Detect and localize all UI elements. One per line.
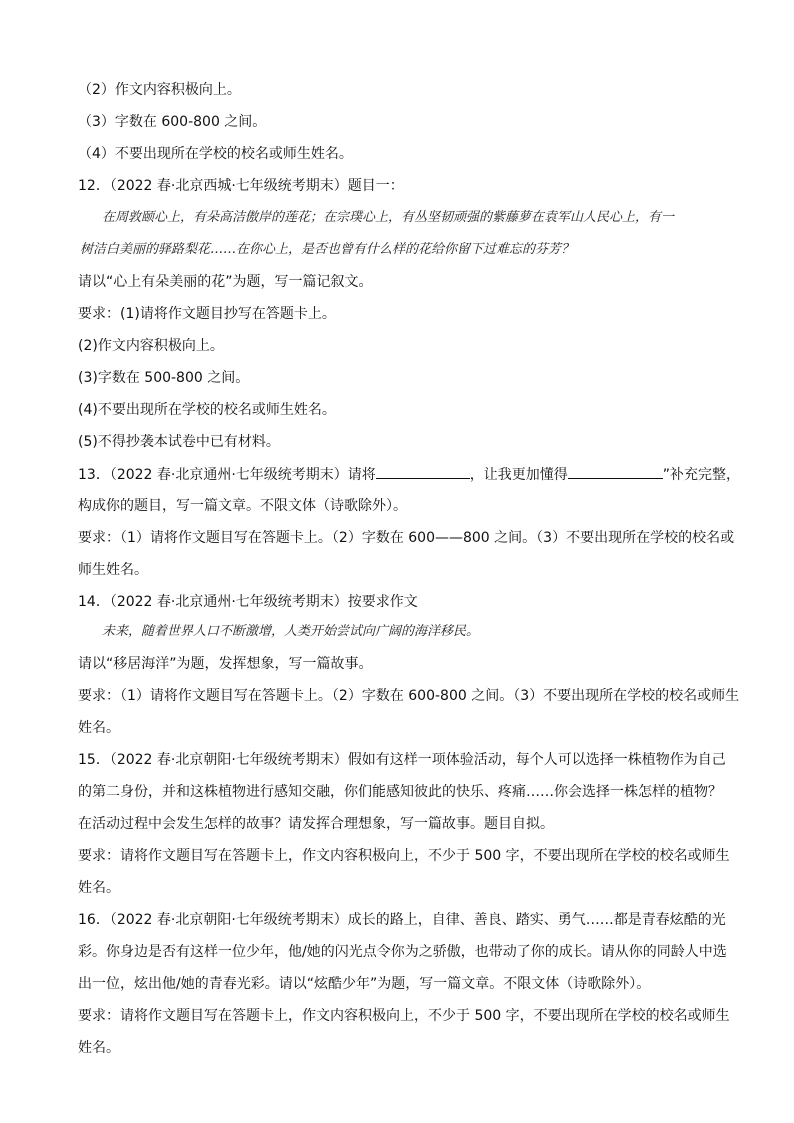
- question-12-material-line: 在周敦颐心上，有朵高洁傲岸的莲花；在宗璞心上，有丛坚韧顽强的紫藤萝在袁军山人民心上，有一: [102, 210, 675, 225]
- question-14-requirement: 要求：（1）请将作文题目写在答题卡上。（2）字数在 600-800 之间。（3）不要出现所在学校的校名或师生: [78, 688, 740, 704]
- question-13-requirement: 要求：（1）请将作文题目写在答题卡上。（2）字数在 600——800 之间。（3）不要出现所在学校的校名或: [78, 530, 735, 546]
- question-14-requirement: 姓名。: [78, 720, 120, 736]
- requirement-3: （3）字数在 600-800 之间。: [78, 114, 267, 130]
- requirement-2: （2）作文内容积极向上。: [78, 82, 241, 98]
- fill-blank-2: [568, 464, 663, 479]
- question-12-material-line: 树洁白美丽的驿路梨花……在你心上，是否也曾有什么样的花给你留下过难忘的芬芳？: [80, 242, 575, 257]
- question-16-text: 出一位，炫出他/她的青春光彩。请以“炫酷少年”为题，写一篇文章。不限文体（诗歌除外）。: [78, 976, 651, 992]
- question-12-requirement: (2)作文内容积极向上。: [78, 338, 224, 354]
- question-14-prompt: 请以“移居海洋”为题，发挥想象，写一篇故事。: [78, 656, 373, 672]
- question-15-text: 在活动过程中会发生怎样的故事？请发挥合理想象，写一篇故事。题目自拟。: [78, 816, 554, 832]
- question-13-text-b: ，让我更加懂得: [469, 467, 568, 483]
- question-12-heading: 12．（2022 春·北京西城·七年级统考期末）题目一：: [78, 178, 404, 194]
- question-13-text-c: ”补充完整，: [662, 467, 741, 483]
- question-13-text-a: 13．（2022 春·北京通州·七年级统考期末）请将: [78, 467, 376, 483]
- fill-blank-1: [376, 464, 470, 479]
- question-16-requirement: 姓名。: [78, 1040, 120, 1056]
- question-16-requirement: 要求：请将作文题目写在答题卡上，作文内容积极向上，不少于 500 字，不要出现所在学校的校名或师生: [78, 1008, 730, 1024]
- question-12-prompt: 请以“心上有朵美丽的花”为题，写一篇记叙文。: [78, 274, 373, 290]
- question-13-requirement: 师生姓名。: [78, 562, 148, 578]
- question-12-requirement: 要求：(1)请将作文题目抄写在答题卡上。: [78, 306, 336, 322]
- question-13-prompt: 构成你的题目，写一篇文章。不限文体（诗歌除外）。: [78, 498, 407, 514]
- question-14-material: 未来，随着世界人口不断激增，人类开始尝试向广阔的海洋移民。: [102, 624, 480, 639]
- question-15-requirement: 要求：请将作文题目写在答题卡上，作文内容积极向上，不少于 500 字，不要出现所在学校的校名或师生: [78, 848, 730, 864]
- question-13-heading: [78, 464, 740, 485]
- question-16-heading: 16．（2022 春·北京朝阳·七年级统考期末）成长的路上，自律、善良、踏实、勇气……都是青春炫酷的光: [78, 912, 726, 928]
- requirement-4: （4）不要出现所在学校的校名或师生姓名。: [78, 146, 353, 162]
- question-16-text: 彩。你身边是否有这样一位少年，他/她的闪光点令你为之骄傲，也带动了你的成长。请从你的同龄人中选: [78, 944, 727, 960]
- question-12-requirement: (3)字数在 500-800 之间。: [78, 370, 250, 386]
- question-15-text: 的第二身份，并和这株植物进行感知交融，你们能感知彼此的快乐、疼痛……你会选择一株怎样的植物？: [78, 784, 722, 800]
- question-14-heading: 14．（2022 春·北京通州·七年级统考期末）按要求作文: [78, 594, 418, 610]
- question-12-requirement: (5)不得抄袭本试卷中已有材料。: [78, 434, 280, 450]
- question-12-requirement: (4)不要出现所在学校的校名或师生姓名。: [78, 402, 336, 418]
- question-15-requirement: 姓名。: [78, 880, 120, 896]
- question-15-heading: 15．（2022 春·北京朝阳·七年级统考期末）假如有这样一项体验活动，每个人可以选择一株植物作为自己: [78, 752, 726, 768]
